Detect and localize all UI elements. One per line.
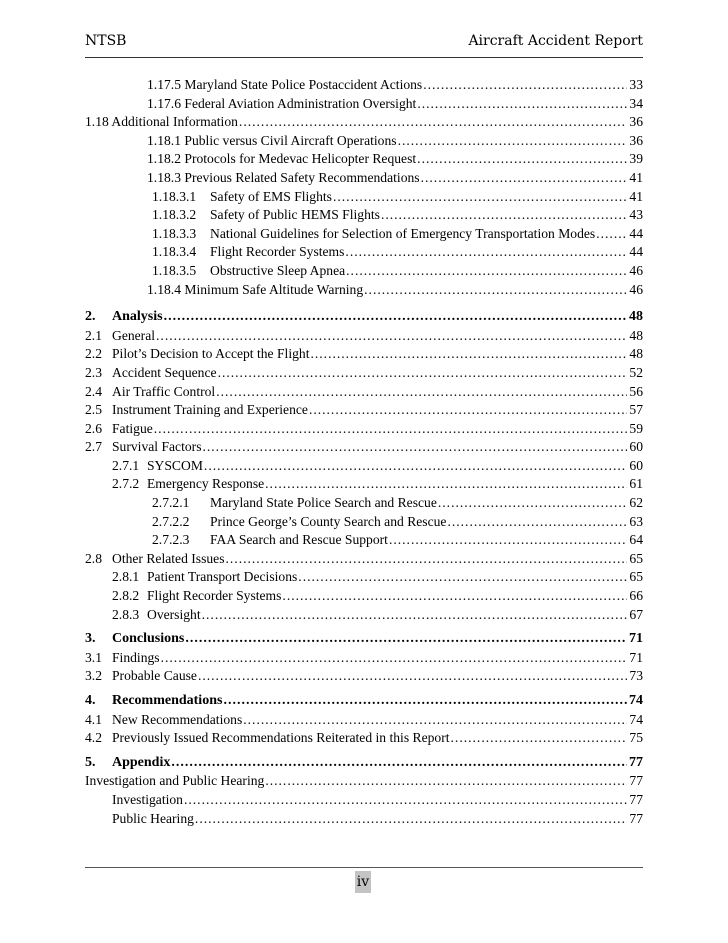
toc-dot-leader: [364, 282, 627, 298]
toc-entry[interactable]: [85, 151, 643, 170]
toc-entry-title: Probable Cause: [112, 668, 197, 684]
toc-entry[interactable]: [85, 114, 643, 133]
toc-entry-title: SYSCOM: [147, 457, 203, 473]
toc-entry-number: 2.7: [85, 439, 102, 455]
toc-entry-number: 2.6: [85, 420, 102, 436]
toc-entry-number: 1.18.3.3: [152, 225, 197, 241]
toc-entry-title: 1.18.1 Public versus Civil Aircraft Operations: [147, 132, 397, 148]
toc-entry-number: 2.5: [85, 402, 102, 418]
toc-entry-page: 57: [629, 402, 643, 418]
toc-entry-number: 2.7.2: [112, 476, 140, 492]
toc-dot-leader: [423, 77, 627, 93]
toc-entry[interactable]: [85, 346, 643, 365]
toc-entry-page: 66: [629, 588, 643, 604]
toc-entry-page: 77: [629, 810, 643, 826]
toc-entry-page: 74: [629, 693, 643, 708]
toc-entry-page: 46: [629, 262, 643, 278]
toc-entry-number: 3.1: [85, 649, 102, 665]
toc-entry-number: 2.8.1: [112, 569, 140, 585]
toc-entry-title: New Recommendations: [112, 711, 243, 727]
toc-entry-page: 74: [629, 711, 643, 727]
toc-entry-title: Emergency Response: [147, 476, 265, 492]
toc-entry[interactable]: [85, 712, 643, 731]
toc-dot-leader: [596, 226, 627, 242]
toc-entry-number: 1.18.3.2: [152, 207, 197, 223]
toc-entry-page: 41: [629, 188, 643, 204]
toc-dot-leader: [298, 569, 627, 585]
toc-entry[interactable]: [85, 77, 643, 96]
toc-entry[interactable]: [85, 226, 643, 245]
toc-entry-title: Conclusions: [112, 631, 185, 647]
toc-dot-leader: [451, 730, 628, 746]
toc-dot-leader: [438, 495, 628, 511]
toc-entry-number: 1.18.3.1: [152, 188, 197, 204]
toc-dot-leader: [202, 607, 628, 623]
toc-entry-number: 2.2: [85, 346, 102, 362]
toc-entry-page: 43: [629, 207, 643, 223]
toc-dot-leader: [346, 263, 627, 279]
toc-dot-leader: [447, 514, 627, 530]
toc-entry-title: Previously Issued Recommendations Reiterated in this Report: [112, 730, 450, 746]
toc-entry[interactable]: [85, 730, 643, 749]
toc-entry[interactable]: [85, 607, 643, 626]
toc-entry-page: 48: [629, 309, 643, 325]
toc-dot-leader: [218, 365, 628, 381]
toc-entry[interactable]: [85, 631, 643, 650]
header-org: NTSB: [85, 33, 127, 49]
toc-entry-page: 33: [629, 77, 643, 92]
toc-entry-number: 2.4: [85, 383, 102, 399]
toc-entry-title: 1.18.3 Previous Related Safety Recommendations: [147, 169, 420, 185]
toc-entry-title: Other Related Issues: [112, 550, 225, 566]
toc-entry-page: 77: [629, 773, 643, 789]
toc-entry-title: FAA Search and Rescue Support: [210, 532, 388, 548]
toc-entry-page: 61: [629, 476, 643, 492]
toc-entry-page: 56: [629, 383, 643, 399]
toc-entry-number: 3.2: [85, 668, 102, 684]
toc-entry-title: Investigation and Public Hearing: [85, 773, 265, 789]
toc-dot-leader: [282, 588, 627, 604]
toc-entry-title: Patient Transport Decisions: [147, 569, 298, 585]
toc-entry[interactable]: [85, 282, 643, 301]
toc-entry[interactable]: [85, 402, 643, 421]
toc-dot-leader: [223, 693, 627, 709]
toc-entry-title: Survival Factors: [112, 439, 202, 455]
toc-dot-leader: [239, 114, 627, 130]
toc-dot-leader: [345, 244, 627, 260]
toc-entry-number: 2.7.2.2: [152, 513, 190, 529]
toc-dot-leader: [398, 133, 628, 149]
toc-entry-page: 59: [629, 420, 643, 436]
toc-entry-page: 62: [629, 495, 643, 511]
toc-entry-number: 3.: [85, 631, 96, 647]
toc-dot-leader: [195, 811, 627, 827]
toc-entry-title: 1.17.5 Maryland State Police Postaccident Actions: [147, 77, 423, 92]
toc-entry[interactable]: [85, 551, 643, 570]
toc-dot-leader: [216, 384, 627, 400]
toc-dot-leader: [333, 189, 627, 205]
toc-dot-leader: [171, 755, 627, 771]
toc-entry[interactable]: [85, 476, 643, 495]
toc-dot-leader: [156, 328, 627, 344]
toc-entry-title: Oversight: [147, 606, 201, 622]
toc-entry-number: 2.7.2.3: [152, 532, 190, 548]
toc-entry-title: Flight Recorder Systems: [210, 244, 345, 260]
toc-entry-title: Safety of Public HEMS Flights: [210, 207, 380, 223]
toc-entry-number: 2.8.2: [112, 588, 140, 604]
toc-entry[interactable]: [85, 532, 643, 551]
toc-entry-page: 65: [629, 569, 643, 585]
toc-entry[interactable]: [85, 384, 643, 403]
toc-entry[interactable]: [85, 650, 643, 669]
toc-entry-number: 1.18.3.4: [152, 244, 197, 260]
toc-dot-leader: [421, 170, 628, 186]
toc-entry[interactable]: [85, 569, 643, 588]
toc-entry-title: General: [112, 327, 156, 343]
toc-entry[interactable]: [85, 668, 643, 687]
toc-entry-title: Instrument Training and Experience: [112, 402, 308, 418]
table-of-contents: [85, 77, 643, 829]
toc-entry-page: 75: [629, 730, 643, 746]
toc-entry-number: 2.7.2.1: [152, 495, 190, 511]
toc-dot-leader: [154, 421, 628, 437]
toc-entry[interactable]: [85, 773, 643, 792]
toc-dot-leader: [309, 402, 627, 418]
toc-entry-page: 39: [629, 151, 643, 167]
toc-entry-page: 67: [629, 606, 643, 622]
toc-entry-page: 34: [629, 95, 643, 111]
toc-entry[interactable]: [85, 96, 643, 115]
toc-entry-number: 2.: [85, 309, 96, 325]
toc-entry[interactable]: [85, 693, 643, 712]
toc-entry-page: 52: [629, 364, 643, 380]
header-divider: [85, 57, 643, 58]
toc-entry-page: 46: [629, 281, 643, 297]
toc-dot-leader: [185, 631, 627, 647]
toc-entry-number: 4.1: [85, 711, 102, 727]
toc-entry[interactable]: [85, 309, 643, 328]
toc-entry-page: 60: [629, 457, 643, 473]
toc-dot-leader: [204, 458, 627, 474]
toc-entry-page: 36: [629, 132, 643, 148]
toc-entry[interactable]: [85, 365, 643, 384]
toc-entry[interactable]: [85, 170, 643, 189]
toc-entry-page: 48: [629, 327, 643, 343]
toc-entry[interactable]: [85, 244, 643, 263]
toc-entry-number: 1.18.3.5: [152, 262, 197, 278]
toc-entry-title: 1.18 Additional Information: [85, 114, 238, 130]
toc-entry-page: 71: [629, 649, 643, 665]
toc-entry-number: 4.: [85, 693, 96, 708]
toc-entry-number: 4.2: [85, 730, 102, 746]
toc-dot-leader: [381, 207, 627, 223]
toc-entry[interactable]: [85, 421, 643, 440]
toc-entry[interactable]: [85, 207, 643, 226]
toc-dot-leader: [417, 96, 627, 112]
toc-entry-title: Obstructive Sleep Apnea: [210, 262, 346, 278]
toc-entry-page: 60: [629, 439, 643, 455]
footer-divider: [85, 867, 643, 868]
toc-entry-title: 1.18.2 Protocols for Medevac Helicopter Request: [147, 151, 417, 167]
toc-entry[interactable]: [85, 811, 643, 830]
toc-entry-title: Analysis: [112, 309, 163, 325]
toc-entry[interactable]: [85, 133, 643, 152]
toc-entry-title: Investigation: [112, 791, 183, 807]
toc-entry[interactable]: [85, 588, 643, 607]
toc-dot-leader: [265, 773, 627, 789]
toc-entry[interactable]: [85, 263, 643, 282]
toc-entry-number: 5.: [85, 754, 96, 770]
toc-entry-title: Findings: [112, 649, 160, 665]
toc-entry-page: 63: [629, 513, 643, 529]
toc-dot-leader: [184, 792, 627, 808]
toc-dot-leader: [198, 668, 627, 684]
toc-entry-number: 2.8: [85, 550, 102, 566]
toc-entry[interactable]: [85, 792, 643, 811]
toc-entry[interactable]: [85, 755, 643, 774]
toc-entry-title: Pilot’s Decision to Accept the Flight: [112, 346, 310, 362]
toc-dot-leader: [226, 551, 628, 567]
toc-dot-leader: [202, 439, 627, 455]
toc-entry-title: 1.17.6 Federal Aviation Administration Oversight: [147, 95, 417, 111]
toc-entry-title: 1.18.4 Minimum Safe Altitude Warning: [147, 281, 364, 297]
toc-entry[interactable]: [85, 495, 643, 514]
toc-entry-page: 64: [629, 532, 643, 548]
toc-dot-leader: [389, 532, 627, 548]
toc-entry-page: 44: [629, 225, 643, 241]
toc-entry-title: Appendix: [112, 754, 171, 770]
toc-entry[interactable]: [85, 458, 643, 477]
toc-entry[interactable]: [85, 514, 643, 533]
toc-entry-page: 71: [629, 631, 643, 647]
toc-dot-leader: [417, 151, 627, 167]
page-header: [85, 30, 643, 52]
toc-dot-leader: [243, 712, 627, 728]
toc-entry-page: 65: [629, 550, 643, 566]
page-number: iv: [355, 871, 371, 893]
toc-entry-number: 2.3: [85, 364, 102, 380]
toc-entry-page: 77: [629, 754, 643, 770]
toc-entry-page: 73: [629, 668, 643, 684]
toc-entry[interactable]: [85, 189, 643, 208]
toc-entry[interactable]: [85, 439, 643, 458]
header-report-title: Aircraft Accident Report: [468, 33, 643, 49]
toc-entry-title: Public Hearing: [112, 810, 194, 826]
toc-entry-page: 44: [629, 244, 643, 260]
toc-entry-title: Fatigue: [112, 420, 153, 436]
toc-entry-title: Recommendations: [112, 693, 223, 708]
toc-entry-page: 77: [629, 791, 643, 807]
toc-entry-page: 36: [629, 114, 643, 130]
toc-entry-title: Flight Recorder Systems: [147, 588, 282, 604]
toc-dot-leader: [161, 650, 628, 666]
toc-entry[interactable]: [85, 328, 643, 347]
toc-entry-title: Maryland State Police Search and Rescue: [210, 495, 437, 511]
toc-entry-title: Prince George’s County Search and Rescue: [210, 513, 447, 529]
toc-entry-number: 2.7.1: [112, 457, 140, 473]
toc-entry-title: National Guidelines for Selection of Emergency Transportation Modes: [210, 225, 596, 241]
toc-dot-leader: [265, 476, 627, 492]
toc-entry-number: 2.1: [85, 327, 102, 343]
toc-entry-page: 48: [629, 346, 643, 362]
toc-entry-page: 41: [629, 169, 643, 185]
toc-entry-title: Air Traffic Control: [112, 383, 216, 399]
toc-entry-title: Accident Sequence: [112, 364, 217, 380]
toc-entry-number: 2.8.3: [112, 606, 140, 622]
toc-dot-leader: [164, 309, 627, 325]
toc-entry-title: Safety of EMS Flights: [210, 188, 332, 204]
toc-dot-leader: [310, 346, 627, 362]
